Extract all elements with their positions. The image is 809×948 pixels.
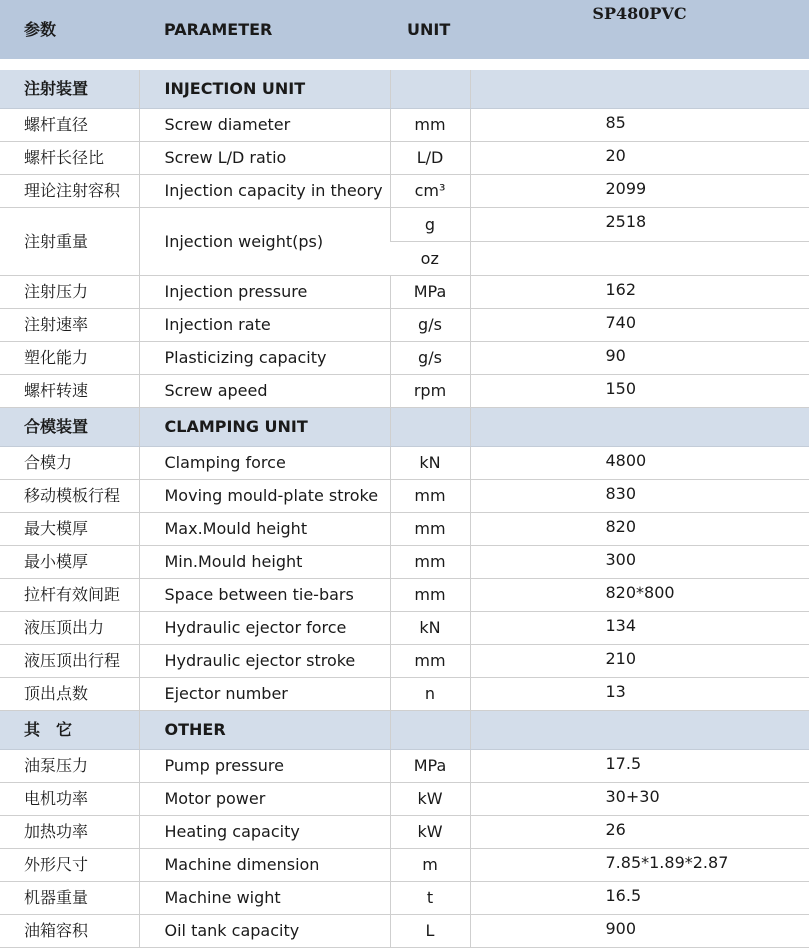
- table-row: [0, 447, 809, 480]
- header-cn: 参数: [0, 0, 139, 59]
- param-unit-alt: oz: [390, 242, 470, 276]
- param-cn: 螺杆直径: [0, 109, 139, 142]
- param-cn: 螺杆转速: [0, 375, 139, 408]
- table-row: [0, 645, 809, 678]
- param-cn: 最大模厚: [0, 513, 139, 546]
- param-value: 20: [470, 142, 809, 175]
- param-value: 13: [470, 678, 809, 711]
- param-value: 90: [470, 342, 809, 375]
- param-value: 30+30: [470, 783, 809, 816]
- section-title-en: OTHER: [139, 711, 390, 750]
- param-unit: g/s: [390, 342, 470, 375]
- param-cn: 最小模厚: [0, 546, 139, 579]
- table-row: [0, 612, 809, 645]
- section-unit-cell: [390, 70, 470, 109]
- param-unit: mm: [390, 579, 470, 612]
- param-value: 820*800: [470, 579, 809, 612]
- param-cn: 油箱容积: [0, 915, 139, 948]
- table-row: [0, 109, 809, 142]
- param-unit: mm: [390, 513, 470, 546]
- section-title-en: INJECTION UNIT: [139, 70, 390, 109]
- table-row: [0, 849, 809, 882]
- param-cn: 液压顶出行程: [0, 645, 139, 678]
- param-cn: 塑化能力: [0, 342, 139, 375]
- section-title-cn: 合模装置: [0, 408, 139, 447]
- param-en: Moving mould-plate stroke: [139, 480, 390, 513]
- table-row: [0, 480, 809, 513]
- param-en: Max.Mould height: [139, 513, 390, 546]
- param-unit: mm: [390, 645, 470, 678]
- param-en: Injection weight(ps): [139, 208, 390, 276]
- param-cn: 注射速率: [0, 309, 139, 342]
- param-cn: 理论注射容积: [0, 175, 139, 208]
- param-cn: 电机功率: [0, 783, 139, 816]
- param-unit: cm³: [390, 175, 470, 208]
- param-value: 740: [470, 309, 809, 342]
- param-value-alt: [470, 242, 809, 276]
- param-cn: 顶出点数: [0, 678, 139, 711]
- param-value: 300: [470, 546, 809, 579]
- param-cn: 机器重量: [0, 882, 139, 915]
- param-en: Motor power: [139, 783, 390, 816]
- table-row: [0, 915, 809, 948]
- param-cn: 螺杆长径比: [0, 142, 139, 175]
- param-en: Screw diameter: [139, 109, 390, 142]
- param-value: 210: [470, 645, 809, 678]
- section-title-cn: 其 它: [0, 711, 139, 750]
- param-cn: 油泵压力: [0, 750, 139, 783]
- header-gap: [0, 59, 809, 70]
- section-value-cell: [470, 711, 809, 750]
- param-value: 16.5: [470, 882, 809, 915]
- param-value: 900: [470, 915, 809, 948]
- param-cn: 注射压力: [0, 276, 139, 309]
- param-en: Screw apeed: [139, 375, 390, 408]
- param-value: 162: [470, 276, 809, 309]
- param-value: 2099: [470, 175, 809, 208]
- param-en: Screw L/D ratio: [139, 142, 390, 175]
- section-unit-cell: [390, 711, 470, 750]
- param-en: Hydraulic ejector force: [139, 612, 390, 645]
- param-unit: mm: [390, 546, 470, 579]
- param-value: 17.5: [470, 750, 809, 783]
- param-cn: 外形尺寸: [0, 849, 139, 882]
- param-unit: L: [390, 915, 470, 948]
- table-row: [0, 342, 809, 375]
- table-row: [0, 816, 809, 849]
- param-unit: kN: [390, 612, 470, 645]
- param-en: Hydraulic ejector stroke: [139, 645, 390, 678]
- param-unit: MPa: [390, 276, 470, 309]
- param-en: Ejector number: [139, 678, 390, 711]
- table-row: [0, 142, 809, 175]
- section-value-cell: [470, 70, 809, 109]
- table-row: [0, 750, 809, 783]
- table-row: [0, 309, 809, 342]
- table-row: [0, 882, 809, 915]
- param-en: Injection rate: [139, 309, 390, 342]
- param-unit: kW: [390, 816, 470, 849]
- param-en: Heating capacity: [139, 816, 390, 849]
- section-unit-cell: [390, 408, 470, 447]
- param-en: Plasticizing capacity: [139, 342, 390, 375]
- param-unit: rpm: [390, 375, 470, 408]
- param-value: 2518: [470, 208, 809, 242]
- param-cn: 注射重量: [0, 208, 139, 276]
- table-row: [0, 175, 809, 208]
- param-unit: n: [390, 678, 470, 711]
- param-unit: t: [390, 882, 470, 915]
- table-row: [0, 783, 809, 816]
- param-en: Injection capacity in theory: [139, 175, 390, 208]
- header-model: SP480PVC: [470, 0, 809, 59]
- param-en: Pump pressure: [139, 750, 390, 783]
- param-unit: g/s: [390, 309, 470, 342]
- table-row: [0, 513, 809, 546]
- param-value: 26: [470, 816, 809, 849]
- param-value: 830: [470, 480, 809, 513]
- param-cn: 加热功率: [0, 816, 139, 849]
- table-row: [0, 579, 809, 612]
- param-value: 134: [470, 612, 809, 645]
- section-title-cn: 注射装置: [0, 70, 139, 109]
- param-en: Machine wight: [139, 882, 390, 915]
- param-en: Min.Mould height: [139, 546, 390, 579]
- param-unit: kN: [390, 447, 470, 480]
- param-unit: mm: [390, 480, 470, 513]
- param-unit: m: [390, 849, 470, 882]
- param-value: 820: [470, 513, 809, 546]
- table-row: [0, 546, 809, 579]
- table-row: [0, 678, 809, 711]
- param-cn: 移动模板行程: [0, 480, 139, 513]
- table-row: [0, 375, 809, 408]
- param-cn: 液压顶出力: [0, 612, 139, 645]
- param-en: Machine dimension: [139, 849, 390, 882]
- param-unit: kW: [390, 783, 470, 816]
- section-title-en: CLAMPING UNIT: [139, 408, 390, 447]
- table-row: [0, 276, 809, 309]
- param-value: 7.85*1.89*2.87: [470, 849, 809, 882]
- param-en: Space between tie-bars: [139, 579, 390, 612]
- param-unit: g: [390, 208, 470, 242]
- section-clamping: [0, 408, 809, 447]
- header-row: [0, 0, 809, 59]
- section-other: [0, 711, 809, 750]
- param-unit: mm: [390, 109, 470, 142]
- param-value: 4800: [470, 447, 809, 480]
- header-parameter: PARAMETER: [139, 0, 390, 59]
- param-en: Oil tank capacity: [139, 915, 390, 948]
- param-unit: MPa: [390, 750, 470, 783]
- param-unit: L/D: [390, 142, 470, 175]
- section-value-cell: [470, 408, 809, 447]
- param-cn: 合模力: [0, 447, 139, 480]
- param-cn: 拉杆有效间距: [0, 579, 139, 612]
- param-en: Injection pressure: [139, 276, 390, 309]
- table-row: [0, 208, 809, 242]
- param-en: Clamping force: [139, 447, 390, 480]
- param-value: 85: [470, 109, 809, 142]
- param-value: 150: [470, 375, 809, 408]
- section-injection: [0, 70, 809, 109]
- header-unit: UNIT: [390, 0, 470, 59]
